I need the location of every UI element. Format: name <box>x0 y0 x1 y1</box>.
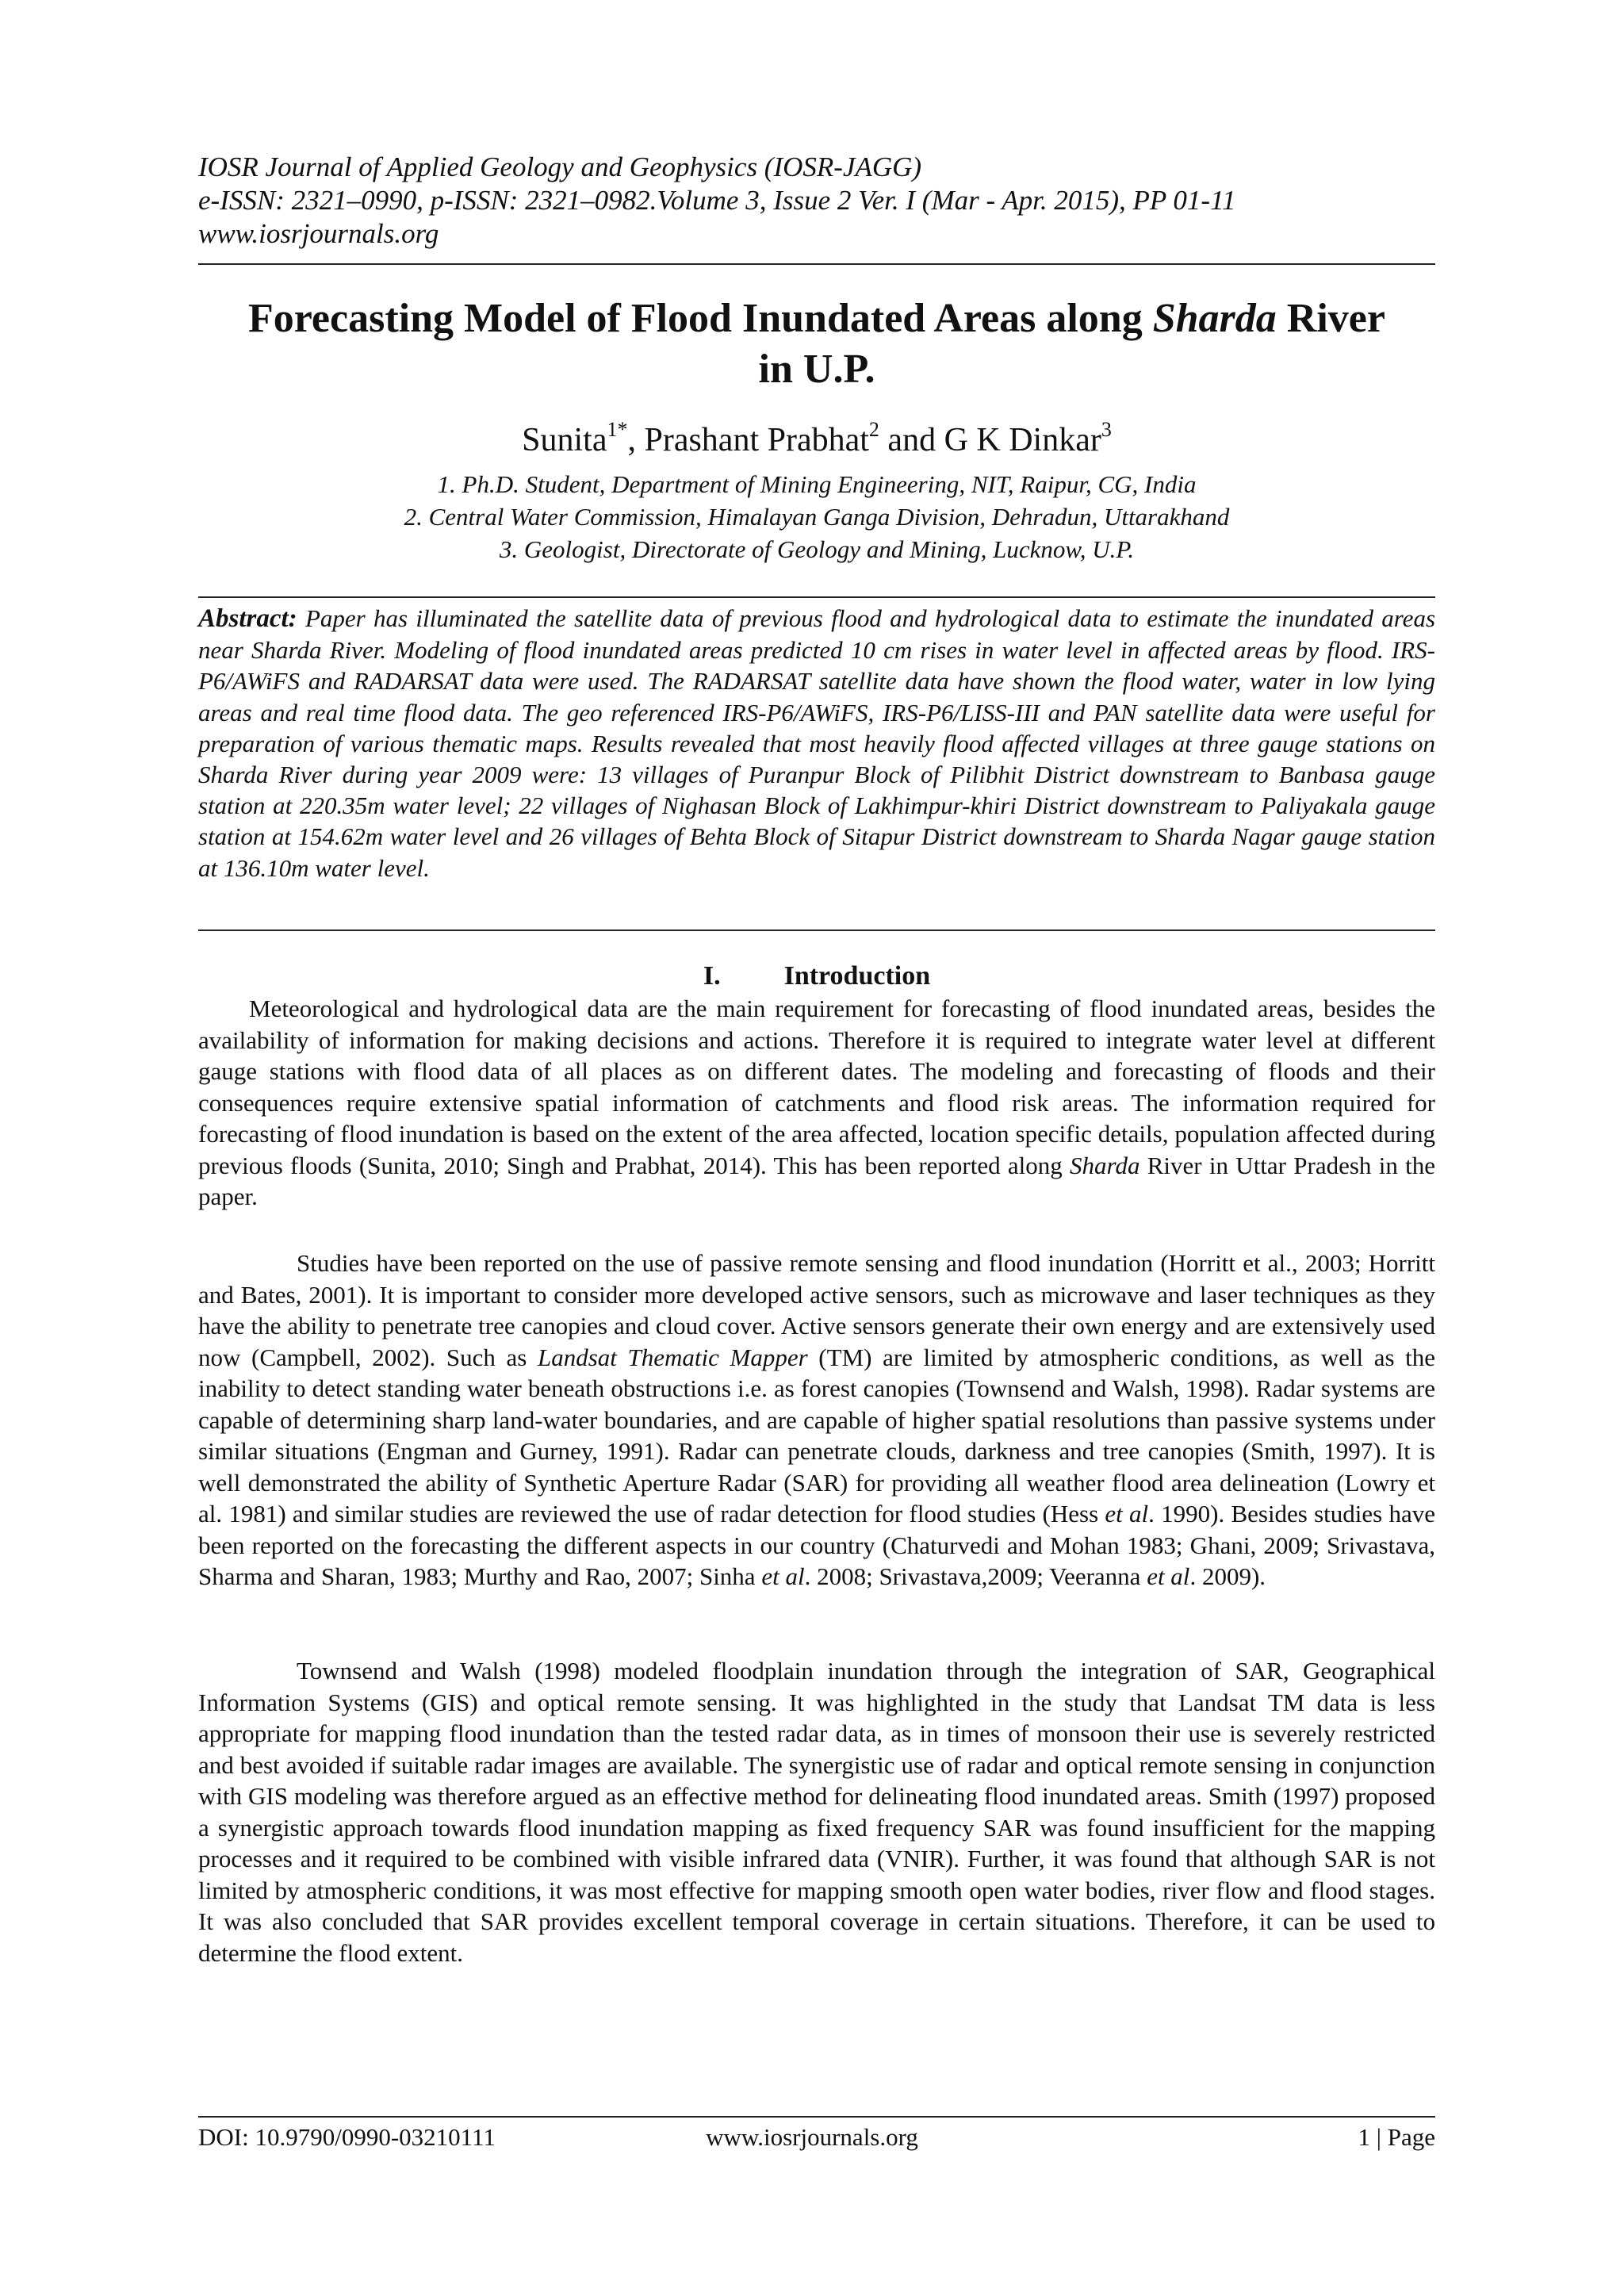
paragraph-2-text-e: . 2009). <box>1189 1562 1266 1590</box>
journal-name: IOSR Journal of Applied Geology and Geophysics (IOSR-JAGG) <box>198 151 922 182</box>
affiliation-1: 1. Ph.D. Student, Department of Mining Engineering, NIT, Raipur, CG, India <box>437 470 1197 498</box>
journal-header <box>198 151 1435 251</box>
title-part-1: Forecasting Model of Flood Inundated Areas along <box>248 296 1153 341</box>
affiliation-list <box>198 468 1435 565</box>
footer-divider <box>198 2116 1435 2118</box>
title-line-1 <box>198 293 1435 344</box>
header-divider <box>198 263 1435 265</box>
abstract-bottom-divider <box>198 930 1435 931</box>
paragraph-2-text-b: (TM) are limited by atmospheric conditions, as well as the inability to detect standing water beneath obstructions i.e. as forest canopies (Townsend and Walsh, 1998). Radar systems are capable of determining sharp land-water boundaries, and are capable of higher spatial resolutions than passive systems under similar situations (Engman and Gurney, 1991). Radar can penetrate clouds, darkness and tree canopies (Smith, 1997). It is well demonstrated the ability of Synthetic Aperture Radar (SAR) for providing all weather flood area delineation (Lowry et al. 1981) and similar studies are reviewed the use of radar detection for flood studies (Hess <box>198 1343 1436 1527</box>
section-number: I. <box>703 961 721 991</box>
section-heading <box>198 960 1435 993</box>
paragraph-2-text-c: . 1990). Besides studies have been reported on the forecasting the different aspects in our country (Chaturvedi and Mohan 1983; Ghani, 2009; Srivastava, Sharma and Sharan, 1983; Murthy and Rao, 2007; Sinha <box>198 1500 1435 1590</box>
title-line-2: in U.P. <box>758 347 875 392</box>
paragraph-2-text-a: Studies have been reported on the use of passive remote sensing and flood inundation (Horritt et al., 2003; Horritt and Bates, 2001). It is important to consider more developed active sensors, such as microwave and laser techniques as they have the ability to penetrate tree canopies and cloud cover. Active sensors generate their own energy and are extensively used now (Campbell, 2002). Such as <box>198 1249 1435 1371</box>
abstract-top-divider <box>198 596 1435 598</box>
paragraph-2-italic-1: Landsat Thematic Mapper <box>538 1343 808 1371</box>
footer-page-number: 1 | Page <box>1358 2123 1435 2151</box>
footer-doi: DOI: 10.9790/0990-03210111 <box>198 2123 496 2151</box>
paper-title <box>198 293 1435 395</box>
author-3: and G K Dinkar <box>879 422 1101 458</box>
title-part-2: River <box>1276 296 1385 341</box>
abstract <box>198 603 1435 884</box>
author-list <box>198 420 1435 460</box>
abstract-text: Paper has illuminated the satellite data of previous flood and hydrological data to estimate the inundated areas near Sharda River. Modeling of flood inundated areas predicted 10 cm rises in water level in affected areas by flood. IRS-P6/AWiFS and RADARSAT data were used. The RADARSAT satellite data have shown the flood water, water in low lying areas and real time flood data. The geo referenced IRS-P6/AWiFS, IRS-P6/LISS-III and PAN satellite data were useful for preparation of various thematic maps. Results revealed that most heavily flood affected villages at three gauge stations on Sharda River during year 2009 were: 13 villages of Puranpur Block of Pilibhit District downstream to Banbasa gauge station at 220.35m water level; 22 villages of Nighasan Block of Lakhimpur-khiri District downstream to Paliyakala gauge station at 154.62m water level and 26 villages of Behta Block of Sitapur District downstream to Sharda Nagar gauge station at 136.10m water level. <box>198 604 1436 882</box>
journal-issn-line: e-ISSN: 2321–0990, p-ISSN: 2321–0982.Volume 3, Issue 2 Ver. I (Mar - Apr. 2015), PP 01-11 <box>198 185 1236 216</box>
paragraph-1-text-b: River in Uttar Pradesh in the paper. <box>198 1151 1435 1210</box>
author-3-sup: 3 <box>1101 418 1112 441</box>
author-1: Sunita <box>522 422 607 458</box>
paragraph-1-text-a: Meteorological and hydrological data are the main requirement for forecasting of flood inundated areas, besides the availability of information for making decisions and actions. Therefore it is required to integrate water level at different gauge stations with flood data of all places as on different dates. The modeling and forecasting of floods and their consequences require extensive spatial information of catchments and flood risk areas. The information required for forecasting of flood inundation is based on the extent of the area affected, location specific details, population affected during previous floods (Sunita, 2010; Singh and Prabhat, 2014). This has been reported along <box>198 995 1435 1179</box>
author-1-sup: 1* <box>607 418 628 441</box>
paragraph-2-italic-3: et al <box>761 1562 805 1590</box>
title-italic-river: Sharda <box>1152 296 1277 341</box>
paragraph-2-text-d: . 2008; Srivastava,2009; Veeranna <box>804 1562 1147 1590</box>
paragraph-1 <box>198 993 1435 1213</box>
paragraph-2 <box>198 1248 1435 1593</box>
author-2-sup: 2 <box>868 418 879 441</box>
paragraph-2-italic-4: et al <box>1147 1562 1190 1590</box>
paragraph-1-italic: Sharda <box>1070 1151 1140 1179</box>
abstract-label: Abstract: <box>198 604 297 633</box>
affiliation-2: 2. Central Water Commission, Himalayan Ganga Division, Dehradun, Uttarakhand <box>404 503 1230 531</box>
journal-website: www.iosrjournals.org <box>198 218 439 249</box>
paragraph-2-italic-2: et al <box>1105 1500 1149 1527</box>
footer-website: www.iosrjournals.org <box>706 2123 918 2151</box>
section-title: Introduction <box>783 961 931 991</box>
author-2: , Prashant Prabhat <box>627 422 869 458</box>
paragraph-3: Townsend and Walsh (1998) modeled floodplain inundation through the integration of SAR, Geographical Information Systems (GIS) and optical remote sensing. It was highlighted in the study that Landsat TM data is less appropriate for mapping flood inundation than the tested radar data, as in times of monsoon their use is severely restricted and best avoided if suitable radar images are available. The synergistic use of radar and optical remote sensing in conjunction with GIS modeling was therefore argued as an effective method for delineating flood inundated areas. Smith (1997) proposed a synergistic approach towards flood inundation mapping as fixed frequency SAR was found insufficient for the mapping processes and it required to be combined with visible infrared data (VNIR). Further, it was found that although SAR is not limited by atmospheric conditions, it was most effective for mapping smooth open water bodies, river flow and flood stages. It was also concluded that SAR provides excellent temporal coverage in certain situations. Therefore, it can be used to determine the flood extent. <box>198 1657 1435 1967</box>
affiliation-3: 3. Geologist, Directorate of Geology and Mining, Lucknow, U.P. <box>499 535 1135 563</box>
